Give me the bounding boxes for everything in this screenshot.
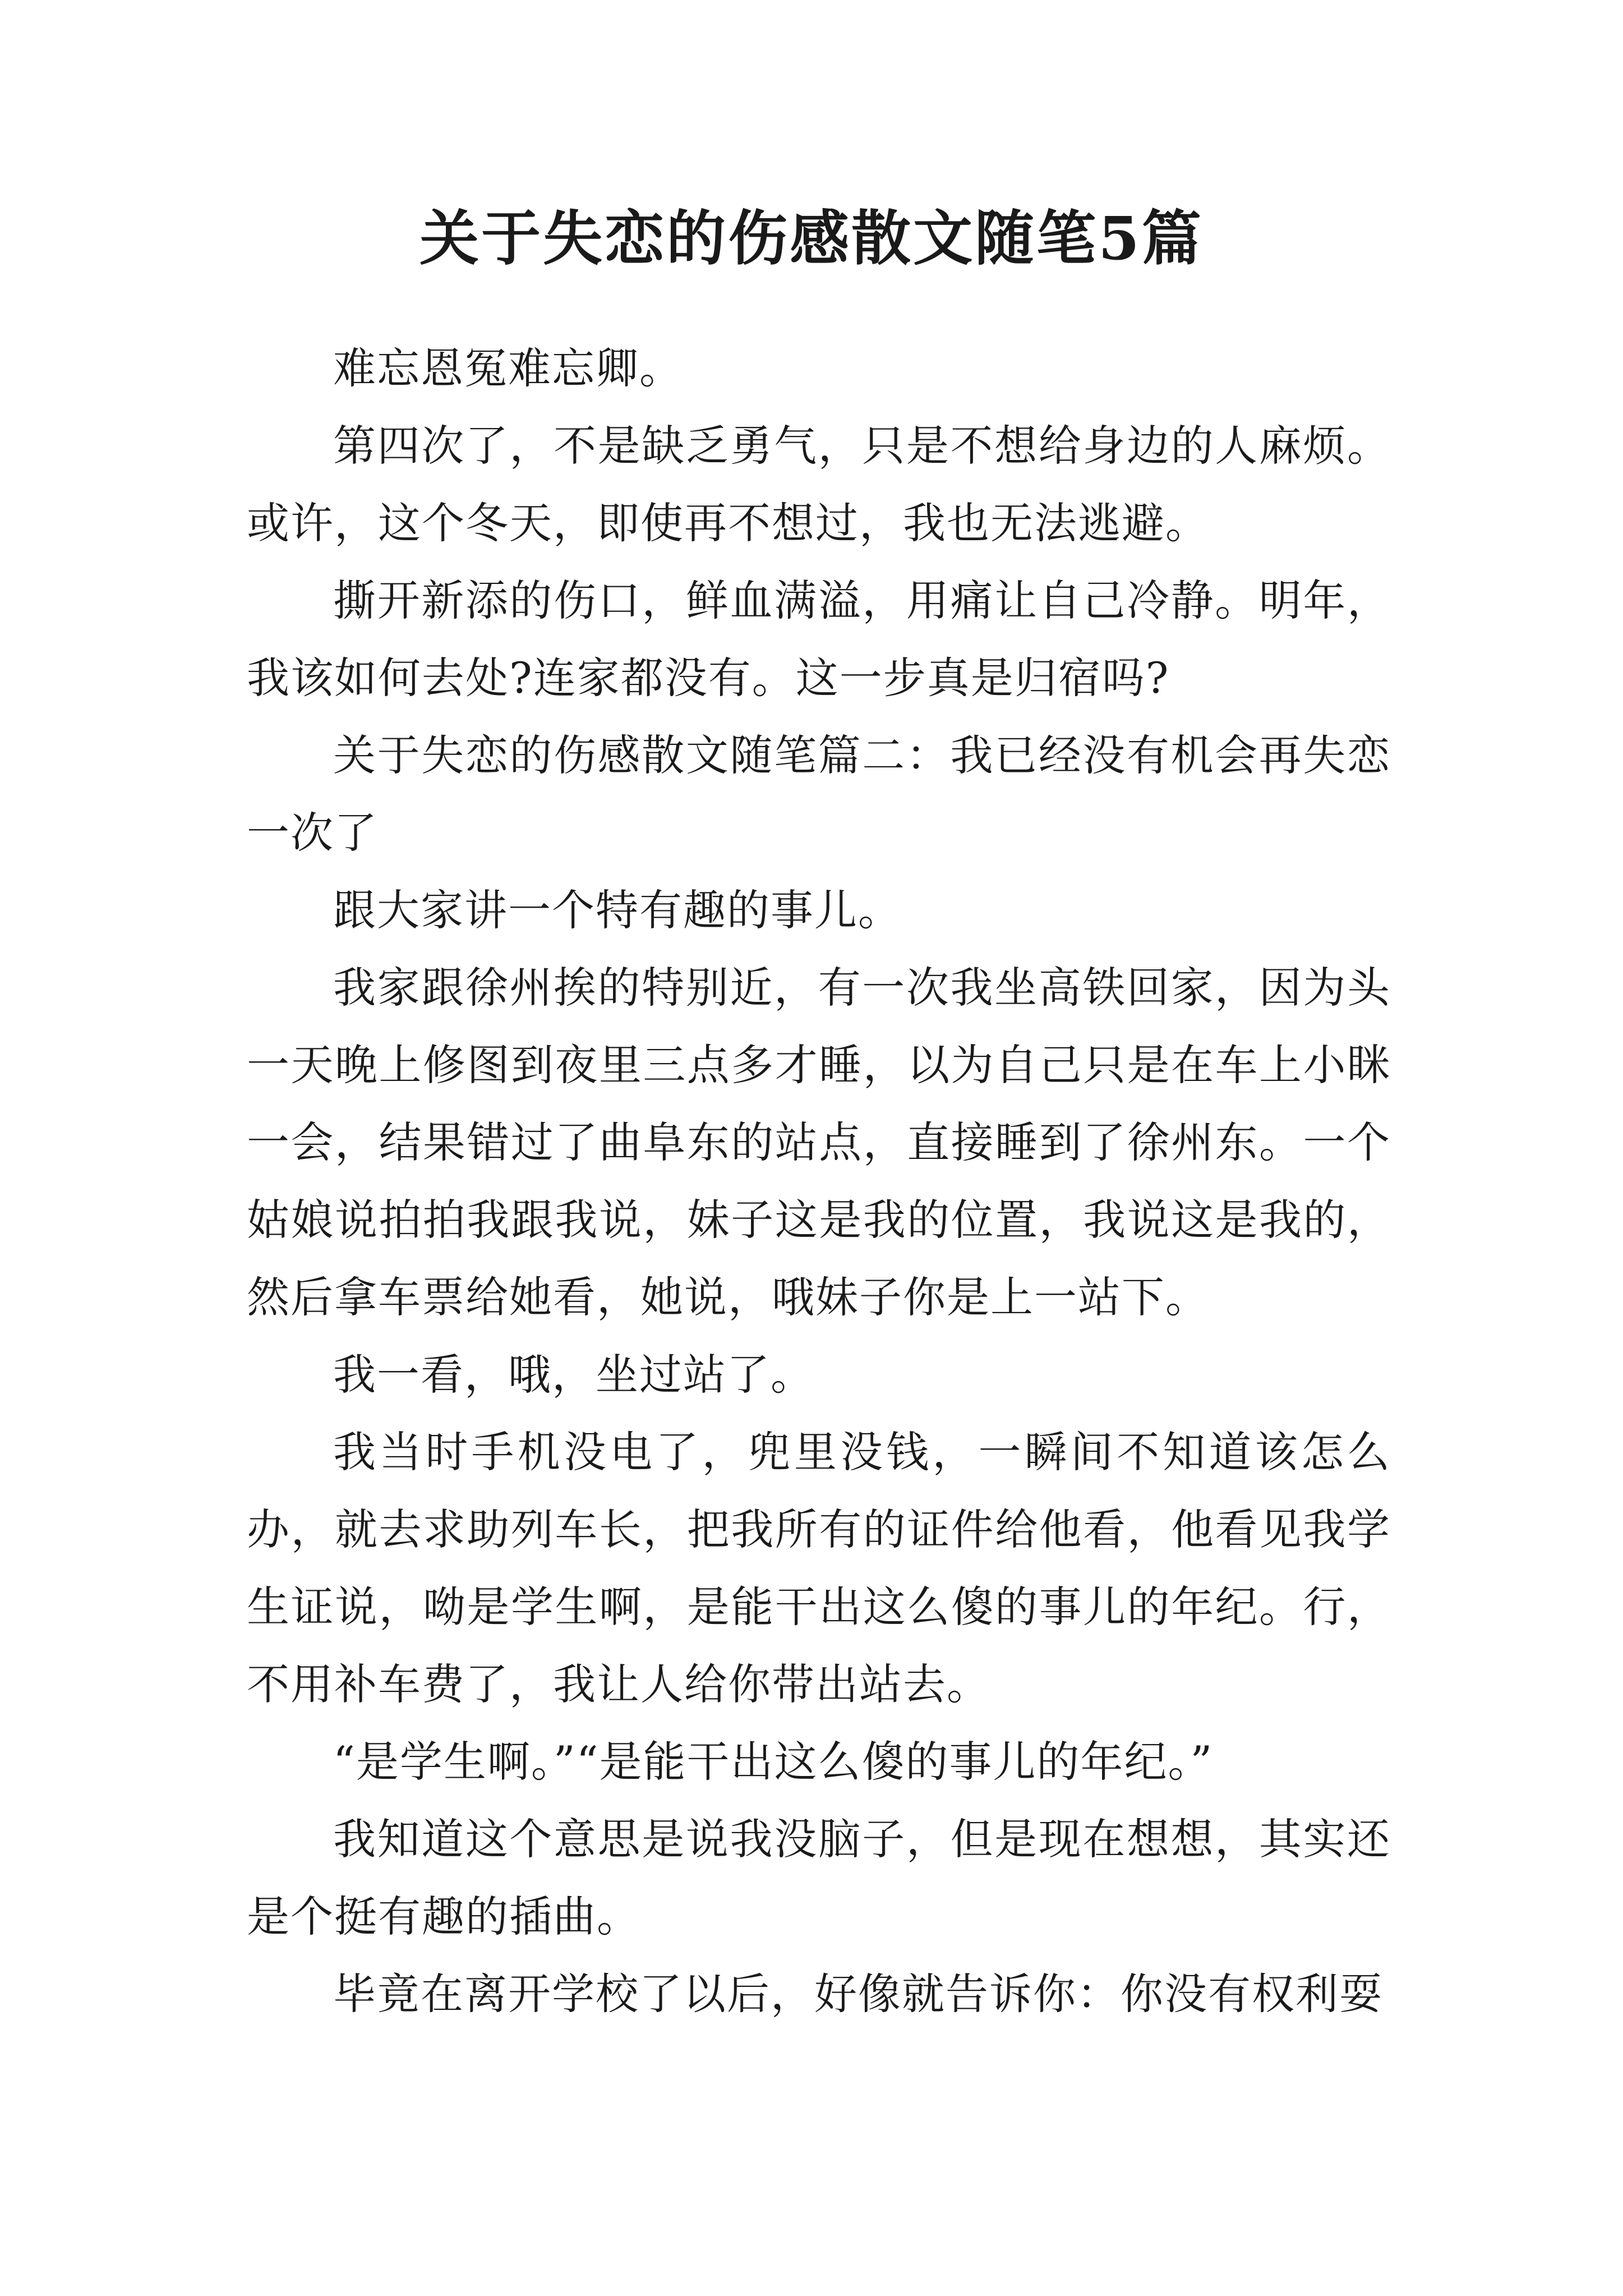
paragraph: 第四次了，不是缺乏勇气，只是不想给身边的人麻烦。或许，这个冬天，即使再不想过，我也无法逃避。 (247, 421, 1391, 548)
document-title: 关于失恋的伤感散文随笔5篇 (419, 203, 1204, 273)
section-heading-paragraph: 关于失恋的伤感散文随笔篇二：我已经没有机会再失恋一次了 (247, 730, 1391, 858)
quote-paragraph: “是学生啊。”“是能干出这么傻的事儿的年纪。” (333, 1737, 1214, 1787)
paragraph: 撕开新添的伤口，鲜血满溢，用痛让自己冷静。明年，我该如何去处?连家都没有。这一步真是归宿吗? (247, 576, 1391, 703)
paragraph: 难忘恩冤难忘卿。 (333, 343, 683, 393)
paragraph: 我一看，哦，坐过站了。 (333, 1350, 814, 1400)
document-body (247, 330, 1391, 2033)
paragraph: 跟大家讲一个特有趣的事儿。 (333, 885, 902, 935)
paragraph: 我当时手机没电了，兜里没钱，一瞬间不知道该怎么办，就去求助列车长，把我所有的证件给他看，他看见我学生证说，呦是学生啊，是能干出这么傻的事儿的年纪。行，不用补车费了，我让人给你带出站去。 (247, 1427, 1391, 1709)
paragraph: 我家跟徐州挨的特别近，有一次我坐高铁回家，因为头一天晚上修图到夜里三点多才睡，以为自己只是在车上小眯一会，结果错过了曲阜东的站点，直接睡到了徐州东。一个姑娘说拍拍我跟我说，妹子这是我的位置，我说这是我的，然后拿车票给她看，她说，哦妹子你是上一站下。 (247, 963, 1391, 1322)
paragraph: 我知道这个意思是说我没脑子，但是现在想想，其实还是个挺有趣的插曲。 (247, 1814, 1391, 1941)
paragraph: 毕竟在离开学校了以后，好像就告诉你：你没有权利耍 (333, 1969, 1383, 2019)
